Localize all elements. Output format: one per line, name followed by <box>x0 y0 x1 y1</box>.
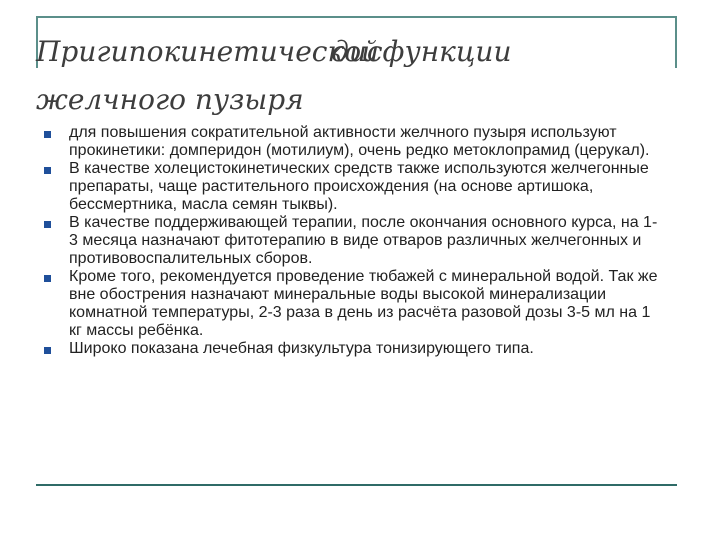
bullet-text: Широко показана лечебная физкультура тонизирующего типа. <box>69 340 534 357</box>
bullet-text: В качестве поддерживающей терапии, после окончания основного курса, на 1-3 месяца назначают фитотерапию в виде отваров различных желчегонных и противовоспалительных сборов. <box>69 214 658 267</box>
top-divider <box>36 16 677 18</box>
square-bullet-icon <box>44 131 51 138</box>
bullet-text: В качестве холецистокинетических средств также используются желчегонные препараты, чаще растительного происхождения (на основе артишока, бессмертника, масла семян тыквы). <box>69 160 649 213</box>
square-bullet-icon <box>44 167 51 174</box>
bottom-divider <box>36 484 677 486</box>
square-bullet-icon <box>44 347 51 354</box>
title-line1-part-b: дисфункции <box>331 35 512 68</box>
title-line2: желчного пузыря <box>36 83 304 116</box>
bullet-item <box>40 268 660 340</box>
bullet-text: Кроме того, рекомендуется проведение тюбажей с минеральной водой. Так же вне обострения назначают минеральные воды высокой минерализации комнатной температуры, 2-3 раза в день из расчёта разовой дозы 3-5 мл на 1 кг массы ребёнка. <box>69 268 658 339</box>
title-line1-part-a: Пригипокинетической <box>36 35 380 68</box>
square-bullet-icon <box>44 221 51 228</box>
bullet-item <box>40 340 660 358</box>
bullet-list <box>40 124 660 358</box>
slide-title <box>36 28 656 124</box>
bullet-item <box>40 160 660 214</box>
bullet-text: для повышения сократительной активности желчного пузыря используют прокинетики: домперидон (мотилиум), очень редко метоклопрамид (церукал). <box>69 124 650 159</box>
bullet-item <box>40 124 660 160</box>
bullet-item <box>40 214 660 268</box>
right-divider <box>675 16 677 68</box>
square-bullet-icon <box>44 275 51 282</box>
